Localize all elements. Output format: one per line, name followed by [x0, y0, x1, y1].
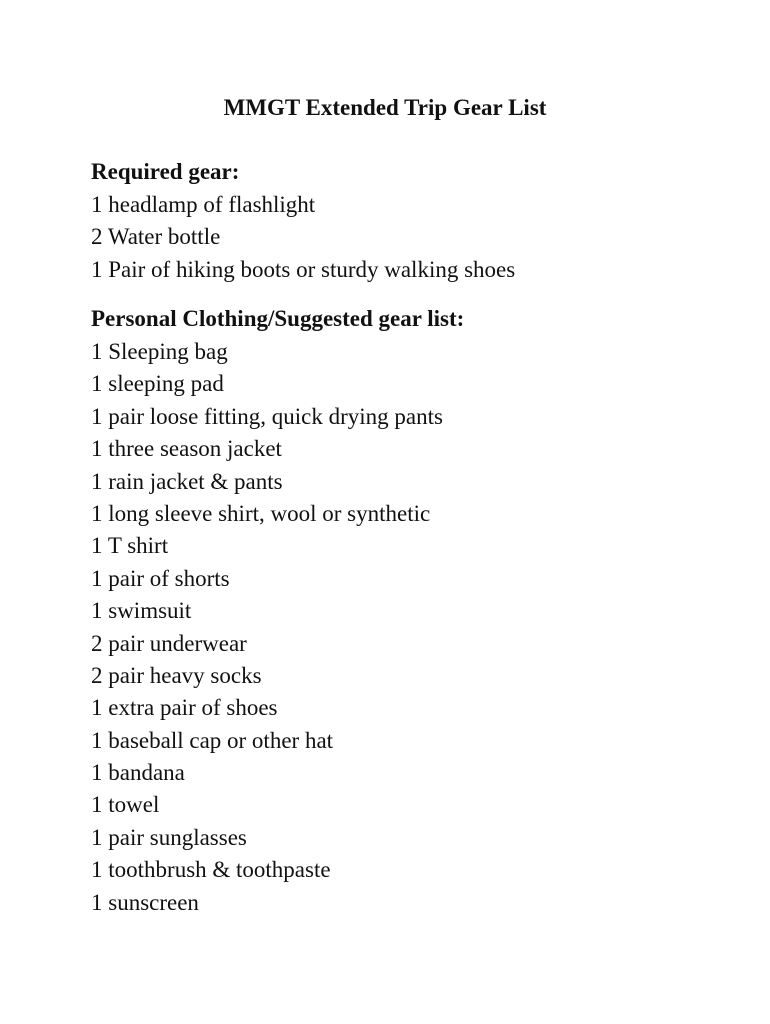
- list-item: 2 pair heavy socks: [91, 662, 262, 688]
- personal-gear-section: [91, 304, 731, 919]
- list-item: 1 long sleeve shirt, wool or synthetic: [91, 500, 431, 526]
- required-gear-list: [91, 189, 731, 286]
- personal-gear-list: [91, 336, 731, 919]
- list-item: 1 extra pair of shoes: [91, 695, 278, 721]
- document-title: MMGT Extended Trip Gear List: [223, 95, 547, 120]
- section-heading: Personal Clothing/Suggested gear list:: [91, 306, 465, 331]
- list-item: 1 sunscreen: [91, 889, 199, 915]
- required-gear-section: [91, 157, 731, 286]
- list-item: 1 T shirt: [91, 533, 169, 559]
- list-item: 1 bandana: [91, 760, 185, 786]
- list-item: 1 three season jacket: [91, 436, 282, 462]
- list-item: 1 rain jacket & pants: [91, 468, 283, 494]
- list-item: 1 towel: [91, 792, 160, 818]
- list-item: 1 pair loose fitting, quick drying pants: [91, 403, 443, 429]
- section-heading: Required gear:: [91, 159, 240, 184]
- list-item: 1 Pair of hiking boots or sturdy walking shoes: [91, 256, 516, 282]
- list-item: 1 sleeping pad: [91, 371, 224, 397]
- list-item: 1 pair sunglasses: [91, 824, 247, 850]
- list-item: 2 pair underwear: [91, 630, 247, 656]
- list-item: 1 pair of shorts: [91, 565, 230, 591]
- list-item: 1 swimsuit: [91, 598, 192, 624]
- list-item: 2 Water bottle: [91, 224, 221, 250]
- list-item: 1 toothbrush & toothpaste: [91, 857, 331, 883]
- list-item: 1 baseball cap or other hat: [91, 727, 334, 753]
- list-item: 1 headlamp of flashlight: [91, 192, 316, 217]
- list-item: 1 Sleeping bag: [91, 339, 228, 364]
